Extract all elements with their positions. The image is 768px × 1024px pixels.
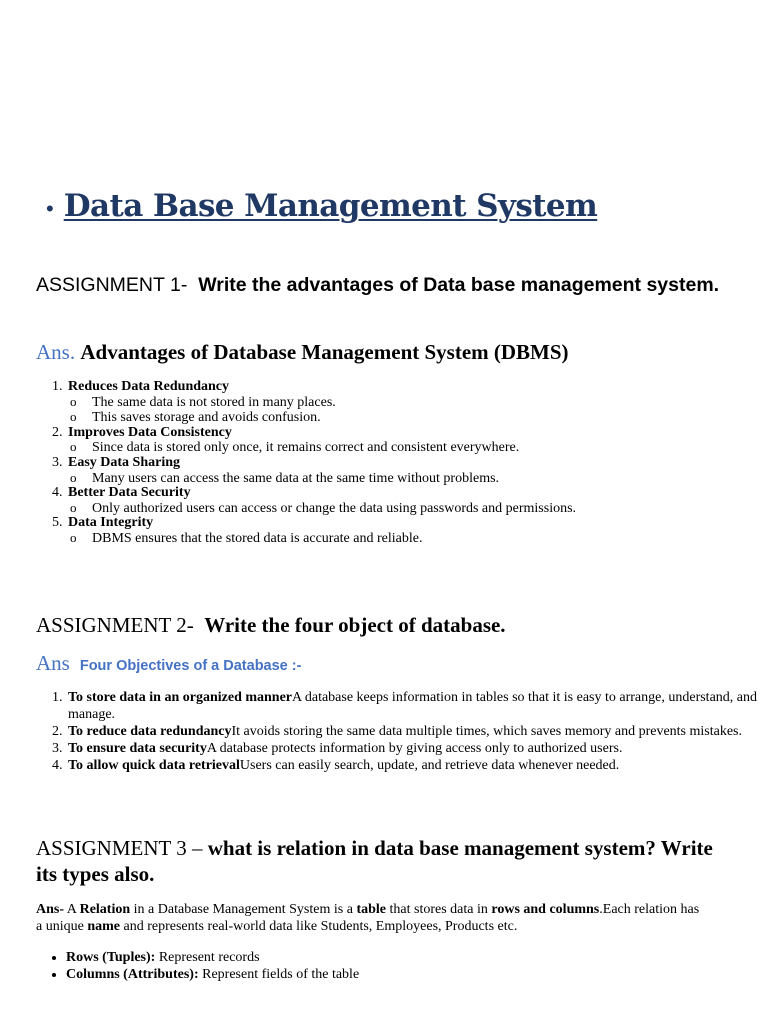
- assignment1-heading: [36, 272, 736, 298]
- sub-list: [68, 531, 746, 547]
- item-bold: To allow quick data retrieval: [68, 757, 240, 773]
- sub-item: o The same data is not stored in many places.: [70, 395, 746, 411]
- item-heading: Data Integrity: [68, 515, 154, 531]
- sub-list: [68, 440, 746, 456]
- item-bold: To ensure data security: [68, 740, 207, 756]
- list-item: [66, 380, 746, 426]
- ans-heading: Advantages of Database Management System (DBMS): [80, 340, 569, 364]
- item-bold: Columns (Attributes):: [66, 967, 199, 982]
- text-run: rows and columns: [491, 902, 600, 917]
- item-heading: Better Data Security: [68, 485, 191, 501]
- relation-types-list: [36, 949, 359, 983]
- text-run: table: [356, 902, 386, 917]
- sub-item: o This saves storage and avoids confusion.: [70, 410, 746, 426]
- assignment2-answer-heading: [36, 651, 301, 676]
- sub-list: [68, 501, 746, 517]
- item-text: Represent records: [155, 950, 260, 965]
- list-item: [66, 758, 766, 775]
- text-run: that stores data in: [386, 902, 492, 917]
- sub-item: o Since data is stored only once, it remains correct and consistent everywhere.: [70, 440, 746, 456]
- title-row: [46, 188, 597, 224]
- sub-list: [68, 395, 746, 426]
- text-run: in a Database Management System is a: [130, 902, 357, 917]
- item-heading: Easy Data Sharing: [68, 454, 181, 470]
- sub-item: o DBMS ensures that the stored data is accurate and reliable.: [70, 531, 746, 547]
- list-item: [66, 426, 746, 456]
- assignment2-heading: [36, 613, 506, 638]
- item-text: Represent fields of the table: [198, 967, 360, 982]
- assignment2-question: Write the four object of database.: [204, 613, 506, 637]
- sub-item: o Many users can access the same data at the same time without problems.: [70, 471, 746, 487]
- page-title: Data Base Management System: [63, 188, 598, 224]
- ans-label: Ans-: [36, 902, 65, 917]
- item-bold: To store data in an organized manner: [68, 690, 293, 705]
- sub-item: o Only authorized users can access or change the data using passwords and permissions.: [70, 501, 746, 517]
- text-run: A: [64, 902, 80, 917]
- assignment1-question: Write the advantages of Data base management system.: [198, 274, 720, 296]
- item-text: Users can easily search, update, and retrieve data whenever needed.: [239, 757, 620, 773]
- assignment1-label: ASSIGNMENT 1-: [36, 274, 188, 296]
- list-item: [66, 724, 766, 741]
- list-item: [66, 949, 359, 966]
- item-text: It avoids storing the same data multiple times, which saves memory and prevents mistakes.: [231, 723, 743, 739]
- ans-label: Ans.: [36, 340, 76, 364]
- list-item: [66, 516, 746, 546]
- text-run: .Each relation has a unique: [36, 902, 700, 934]
- bullet-icon: •: [46, 196, 54, 221]
- assignment3-answer: [36, 902, 706, 935]
- list-item: [66, 966, 359, 983]
- text-run: and represents real-world data like Students, Employees, Products etc.: [120, 918, 518, 934]
- ans-heading: Four Objectives of a Database :-: [79, 658, 302, 674]
- item-heading: Improves Data Consistency: [68, 424, 232, 440]
- item-heading: Reduces Data Redundancy: [68, 379, 230, 394]
- assignment2-label: ASSIGNMENT 2-: [36, 613, 194, 637]
- assignment1-answer-heading: [36, 340, 569, 365]
- assignment3-question: what is relation in data base management system? Write its types also.: [36, 836, 713, 886]
- list-item: [66, 741, 766, 758]
- list-item: [66, 456, 746, 486]
- objectives-list: [36, 690, 766, 775]
- item-bold: Rows (Tuples):: [66, 950, 156, 965]
- assignment3-heading: [36, 835, 736, 887]
- item-text: A database keeps information in tables so that it is easy to arrange, understand, and manage.: [68, 690, 757, 722]
- item-bold: To reduce data redundancy: [68, 723, 232, 739]
- sub-list: [68, 471, 746, 487]
- ans-label: Ans: [36, 651, 70, 675]
- text-run: Relation: [79, 902, 131, 917]
- item-text: A database protects information by giving access only to authorized users.: [206, 740, 623, 756]
- advantages-list: [36, 380, 746, 547]
- list-item: [66, 486, 746, 516]
- list-item: [66, 690, 766, 723]
- text-run: name: [87, 918, 120, 934]
- assignment3-label: ASSIGNMENT 3 –: [36, 836, 203, 860]
